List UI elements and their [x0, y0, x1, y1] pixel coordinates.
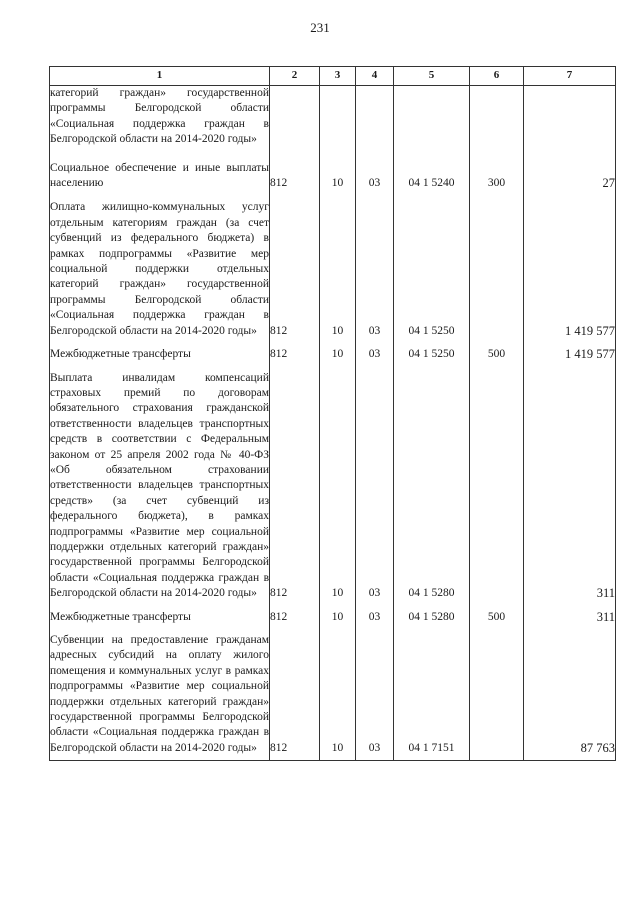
row-ministry: 812 — [270, 157, 320, 192]
row-description: Межбюджетные трансферты — [50, 339, 270, 362]
column-header-7: 7 — [524, 67, 616, 86]
row-section: 10 — [320, 191, 356, 339]
row-target: 04 1 5240 — [394, 157, 470, 192]
row-description: Социальное обеспечение и иные выплаты населению — [50, 157, 270, 192]
row-subsection — [356, 86, 394, 157]
row-amount: 1 419 577 — [524, 191, 616, 339]
row-subsection: 03 — [356, 157, 394, 192]
row-expense-type — [470, 363, 524, 602]
row-target: 04 1 7151 — [394, 625, 470, 761]
column-header-2: 2 — [270, 67, 320, 86]
row-description: Выплата инвалидам компенсаций страховых премий по договорам обязательного страхования гражданской ответственности владельцев транспортных средств в соответствии с Федеральным законом от 25 апреля 2002 года № 40-ФЗ «Об обязательном страховании ответственности владельцев транспортных средств» (за счет субвенций из федерального бюджета), в рамках подпрограммы «Развитие мер социальной поддержки отдельных категорий граждан» государственной программы Белгородской области «Социальная поддержка граждан в Белгородской области на 2014-2020 годы» — [50, 363, 270, 602]
row-expense-type: 500 — [470, 339, 524, 362]
row-ministry: 812 — [270, 625, 320, 761]
row-section — [320, 86, 356, 157]
row-subsection: 03 — [356, 191, 394, 339]
row-amount: 27 — [524, 157, 616, 192]
row-expense-type — [470, 625, 524, 761]
header-row — [50, 67, 616, 86]
row-amount: 87 763 — [524, 625, 616, 761]
row-subsection: 03 — [356, 363, 394, 602]
row-amount — [524, 86, 616, 157]
row-expense-type — [470, 191, 524, 339]
column-header-1: 1 — [50, 67, 270, 86]
row-section: 10 — [320, 157, 356, 192]
row-ministry: 812 — [270, 191, 320, 339]
row-target: 04 1 5250 — [394, 339, 470, 362]
row-ministry: 812 — [270, 363, 320, 602]
column-header-5: 5 — [394, 67, 470, 86]
row-description: Субвенции на предоставление гражданам адресных субсидий на оплату жилого помещения и коммунальных услуг в рамках подпрограммы «Развитие мер социальной поддержки отдельных категорий граждан» государственной программы Белгородской области «Социальная поддержка граждан в Белгородской области на 2014-2020 годы» — [50, 625, 270, 761]
row-description: Межбюджетные трансферты — [50, 602, 270, 625]
table-row — [50, 157, 616, 192]
row-expense-type: 500 — [470, 602, 524, 625]
row-target: 04 1 5280 — [394, 363, 470, 602]
budget-table — [49, 66, 616, 761]
row-target: 04 1 5280 — [394, 602, 470, 625]
row-section: 10 — [320, 602, 356, 625]
row-amount: 311 — [524, 363, 616, 602]
row-target: 04 1 5250 — [394, 191, 470, 339]
row-expense-type: 300 — [470, 157, 524, 192]
row-target — [394, 86, 470, 157]
table-row — [50, 191, 616, 339]
table-row — [50, 339, 616, 362]
row-subsection: 03 — [356, 339, 394, 362]
row-amount: 311 — [524, 602, 616, 625]
row-expense-type — [470, 86, 524, 157]
page-number: 231 — [310, 20, 330, 35]
row-amount: 1 419 577 — [524, 339, 616, 362]
row-subsection: 03 — [356, 625, 394, 761]
column-header-3: 3 — [320, 67, 356, 86]
row-ministry: 812 — [270, 339, 320, 362]
table-row — [50, 363, 616, 602]
table-row — [50, 625, 616, 761]
row-description: категорий граждан» государственной программы Белгородской области «Социальная поддержка граждан в Белгородской области на 2014-2020 годы» — [50, 86, 270, 157]
column-header-6: 6 — [470, 67, 524, 86]
table-row — [50, 86, 616, 157]
row-section: 10 — [320, 363, 356, 602]
column-header-4: 4 — [356, 67, 394, 86]
row-section: 10 — [320, 625, 356, 761]
row-ministry — [270, 86, 320, 157]
row-subsection: 03 — [356, 602, 394, 625]
table-row — [50, 602, 616, 625]
row-ministry: 812 — [270, 602, 320, 625]
row-section: 10 — [320, 339, 356, 362]
row-description: Оплата жилищно-коммунальных услуг отдельным категориям граждан (за счет субвенций из федерального бюджета) в рамках подпрограммы «Развитие мер социальной поддержки отдельных категорий граждан» государственной программы Белгородской области «Социальная поддержка граждан в Белгородской области на 2014-2020 годы» — [50, 191, 270, 339]
